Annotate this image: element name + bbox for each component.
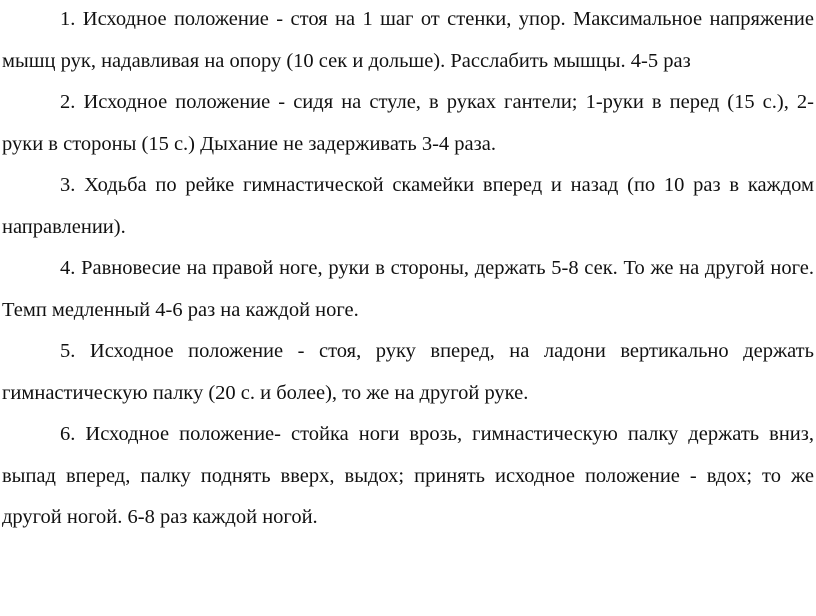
exercise-paragraph-4: 4. Равновесие на правой ноге, руки в стороны, держать 5-8 сек. То же на другой ноге. Темп медленный 4-6 раз на каждой ноге. <box>2 257 814 321</box>
exercise-paragraph-3: 3. Ходьба по рейке гимнастической скамейки вперед и назад (по 10 раз в каждом направлении). <box>2 174 814 238</box>
exercise-paragraph-5: 5. Исходное положение - стоя, руку вперед, на ладони вертикально держать гимнастическую палку (20 с. и более), то же на другой руке. <box>2 340 814 404</box>
exercise-paragraph-1: 1. Исходное положение - стоя на 1 шаг от стенки, упор. Максимальное напряжение мышц рук, надавливая на опору (10 сек и дольше). Расслабить мышцы. 4-5 раз <box>2 8 814 72</box>
exercise-paragraph-6: 6. Исходное положение- стойка ноги врозь, гимнастическую палку держать вниз, выпад вперед, палку поднять вверх, выдох; принять исходное положение - вдох; то же другой ногой. 6-8 раз каждой ногой. <box>2 423 814 528</box>
exercise-paragraph-2: 2. Исходное положение - сидя на стуле, в руках гантели; 1-руки в перед (15 с.), 2- руки в стороны (15 с.) Дыхание не задерживать 3-4 раза. <box>2 91 814 155</box>
